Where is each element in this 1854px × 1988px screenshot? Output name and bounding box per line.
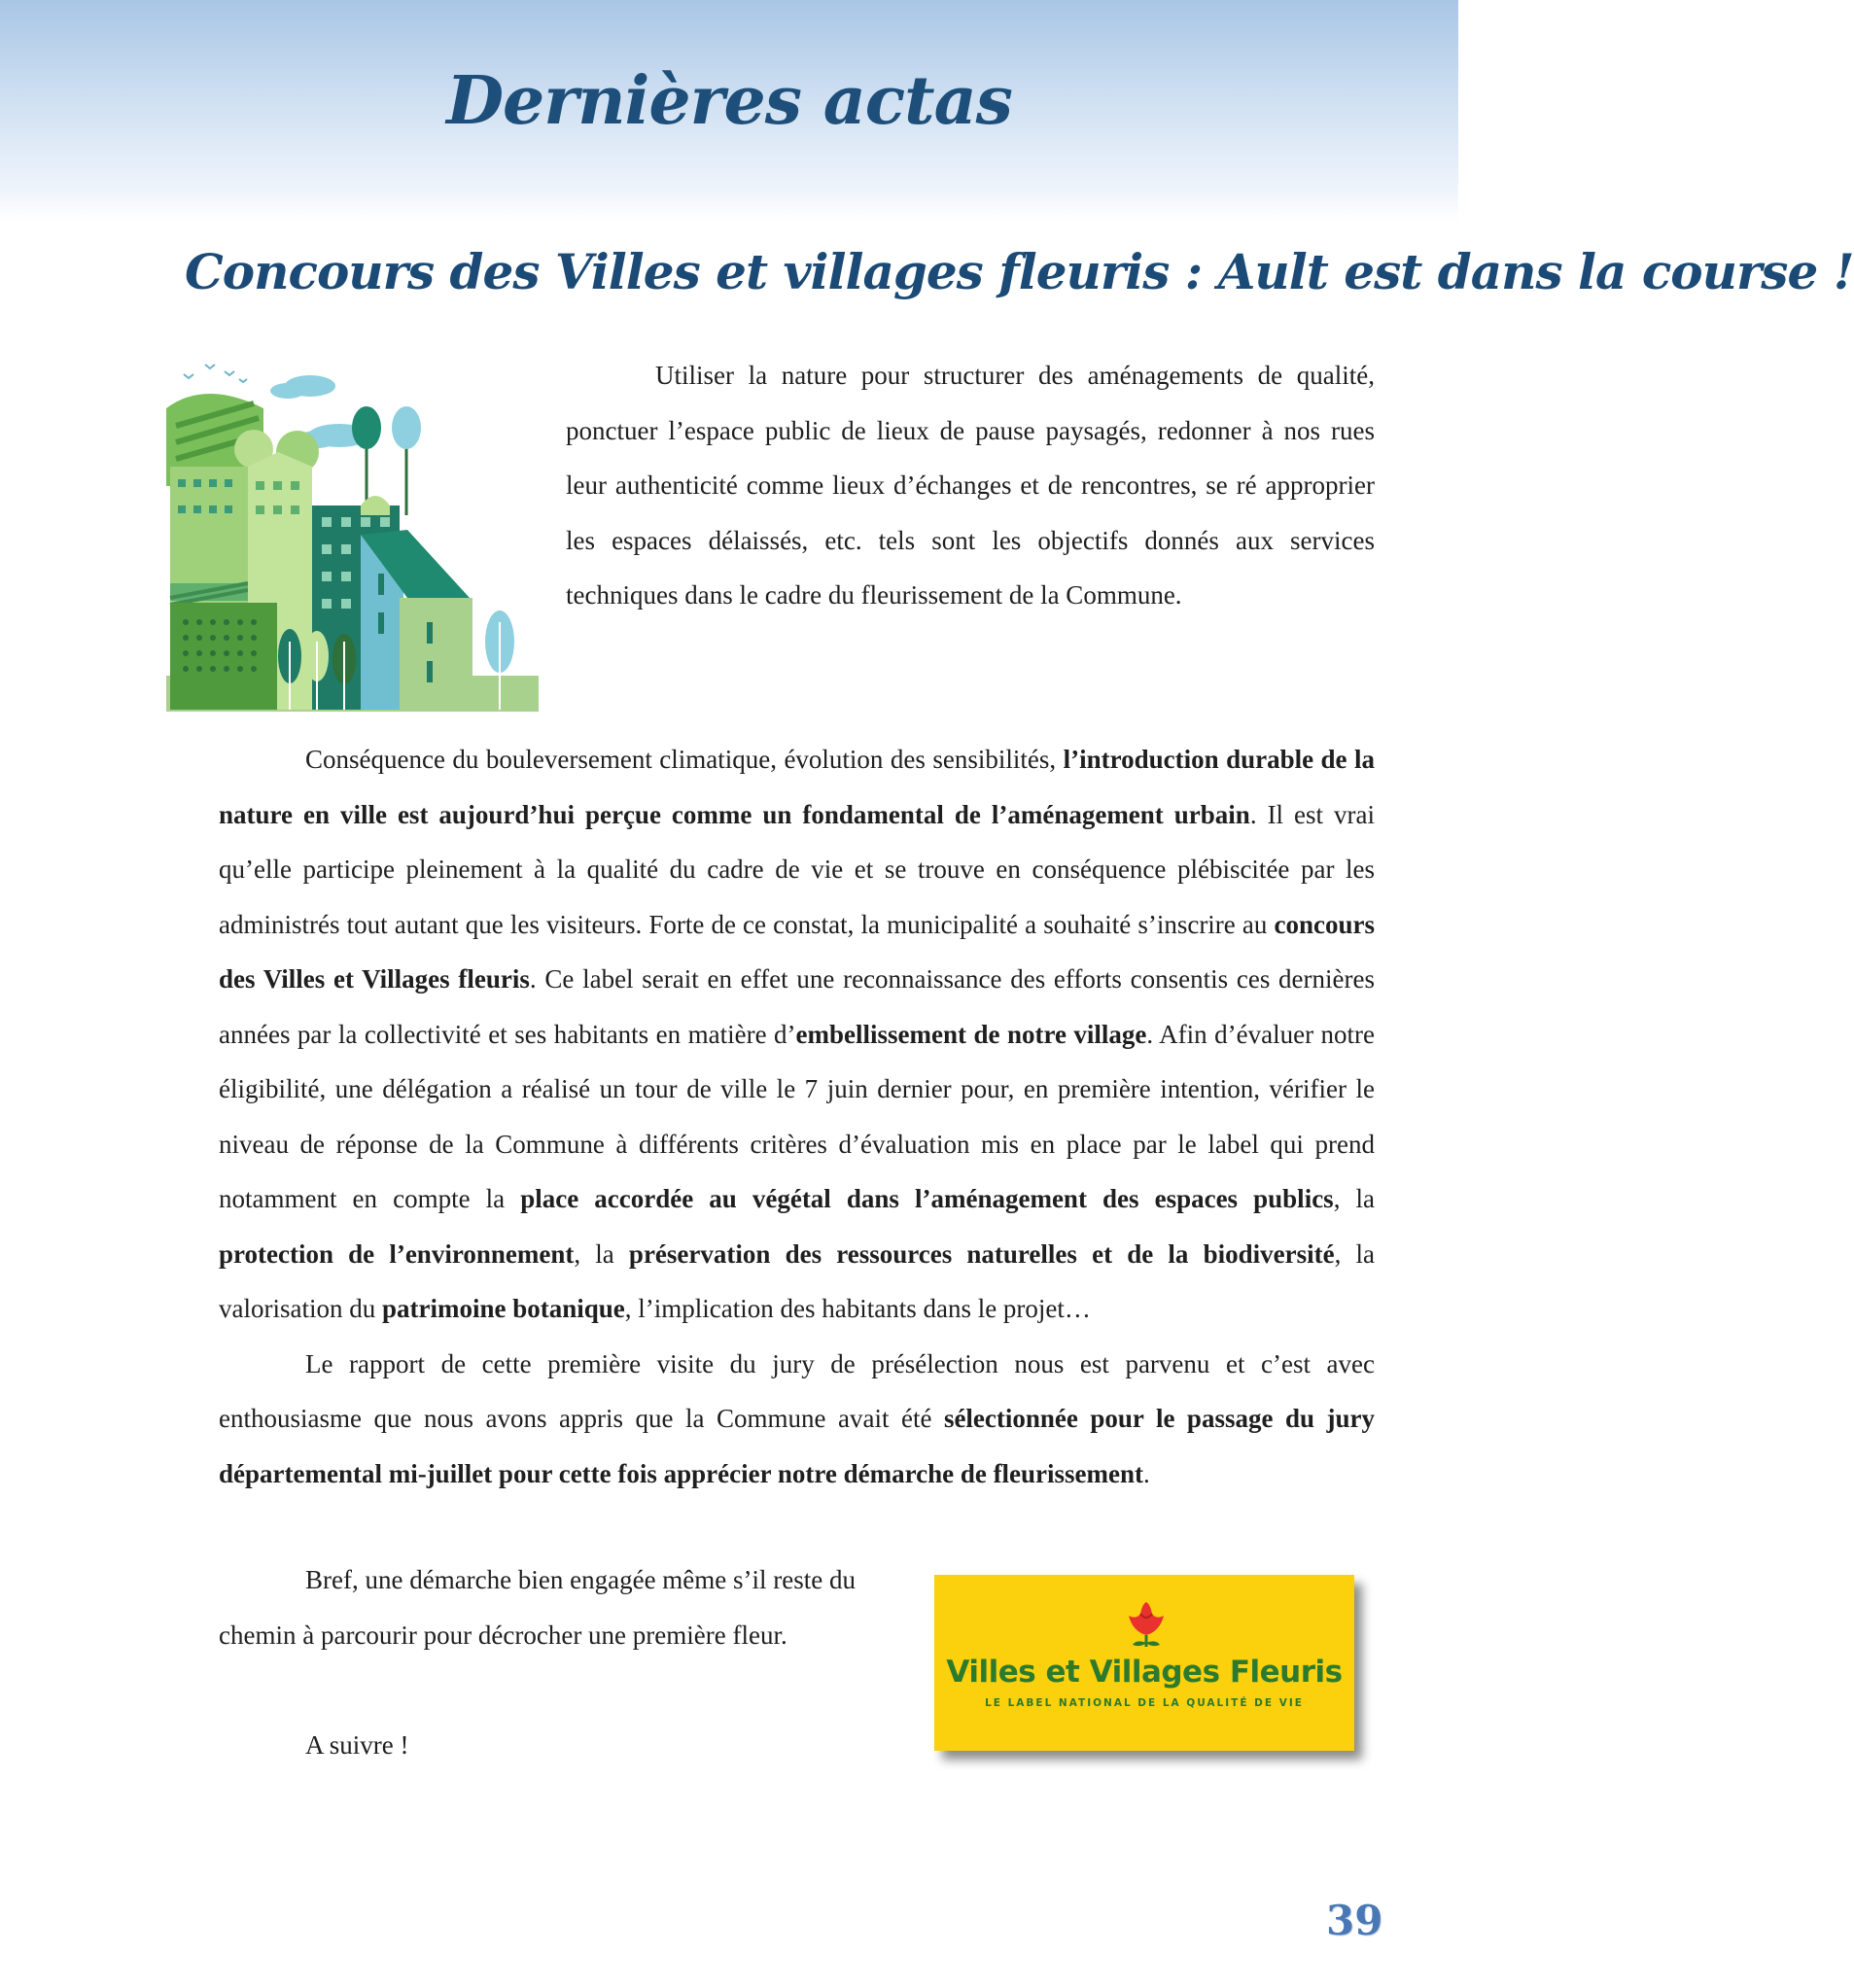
logo-tagline: LE LABEL NATIONAL DE LA QUALITÉ DE VIE [985,1697,1304,1709]
article-body [219,732,1375,1501]
article-title: Concours des Villes et villages fleuris : Ault est dans la course ! [185,243,1854,300]
intro-text: Utiliser la nature pour structurer des aménagements de qualité, ponctuer l’espace public de lieux de pause paysagés, redonner à nos rues leur authenticité comme lieux d’échanges et de rencontres, se ré approprier les espaces délaissés, etc. tels sont les objectifs donnés aux services techniques dans le cadre du fleurissement de la Commune. [566,361,1375,610]
bold-run: sélectionnée pour le passage du jury départemental mi-juillet pour cette fois apprécier notre démarche de fleurissement [219,1404,1375,1488]
paragraph-context [219,732,1375,1337]
text-run: , l’implication des habitants dans le projet… [624,1294,1091,1323]
bold-run: place accordée au végétal dans l’aménagement des espaces publics [520,1184,1334,1213]
section-title: Dernières actas [446,62,1012,140]
bold-run: préservation des ressources naturelles et de la biodiversité [628,1238,1335,1269]
intro-paragraph [566,348,1375,623]
page-number: 39 [1326,1897,1383,1944]
bold-run: protection de l’environnement [219,1238,575,1269]
bold-run: concours des Villes et Villages fleuris [219,909,1375,994]
paragraph-selection [219,1337,1375,1502]
text-run: . [1143,1458,1150,1488]
logo-name: Villes et Villages Fleuris [946,1655,1343,1690]
text-run: , la valorisation du [219,1238,1375,1323]
text-run: . Afin d’évaluer notre éligibilité, une délégation a réalisé un tour de ville le 7 juin dernier pour, en première intention, vérifier le niveau de réponse de la Commune à différents critères d’évaluation mis en place par le label qui prend notamment en compte la [219,1019,1376,1213]
text-run: Conséquence du bouleversement climatique, évolution des sensibilités, [305,745,1064,774]
text-run: , la [1333,1184,1375,1213]
flower-icon [1119,1596,1173,1649]
villes-villages-fleuris-logo [934,1575,1354,1751]
closing-text: Bref, une démarche bien engagée même s’il reste du chemin à parcourir pour décrocher une première fleur. [219,1565,856,1650]
text-run: . Il est vrai qu’elle participe pleinement à la qualité du cadre de vie et se trouve en conséquence plébiscitée par les administrés tout autant que les visiteurs. Forte de ce constat, la municipalité a souhaité s’inscrire au [219,799,1375,939]
text-run: Le rapport de cette première visite du jury de présélection nous est parvenu et c’est avec enthousiasme que nous avons appris que la Commune avait été [219,1348,1375,1433]
bold-run: patrimoine botanique [381,1294,625,1323]
city-illustration [166,350,539,712]
text-run: , la [574,1238,629,1269]
text-run: . Ce label serait en effet une reconnaissance des efforts consentis ces dernières années par la collectivité et ses habitants en matière d’ [219,964,1375,1049]
bold-run: l’introduction durable de la nature en ville est aujourd’hui perçue comme un fondamental de l’aménagement urbain [219,745,1376,829]
sign-off: A suivre ! [305,1730,409,1760]
bold-run: embellissement de notre village [795,1019,1147,1049]
closing-paragraph [219,1552,933,1662]
